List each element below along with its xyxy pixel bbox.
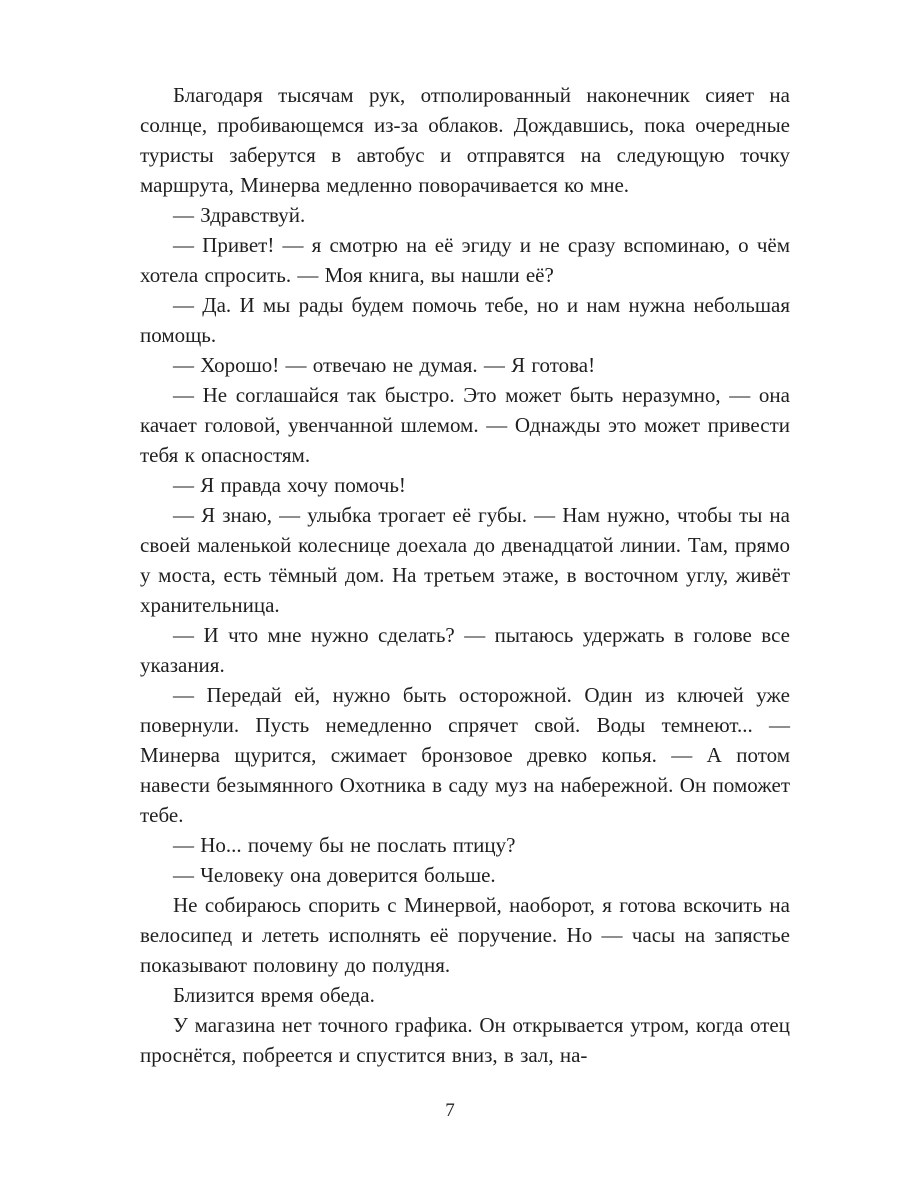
paragraph: — Я знаю, — улыбка трогает её губы. — Нам нужно, чтобы ты на своей маленькой колеснице доехала до двенадцатой линии. Там, прямо у моста, есть тёмный дом. На третьем этаже, в восточном углу, живёт хранительница. (140, 503, 790, 617)
paragraph: — Привет! — я смотрю на её эгиду и не сразу вспоминаю, о чём хотела спросить. — Моя книга, вы нашли её? (140, 233, 790, 287)
paragraph: — И что мне нужно сделать? — пытаюсь удержать в голове все указания. (140, 623, 790, 677)
paragraph: — Здравствуй. (173, 203, 306, 227)
paragraph: — Передай ей, нужно быть осторожной. Один из ключей уже повернули. Пусть немедленно спрячет свой. Воды темнеют... — Минерва щурится, сжимает бронзовое древко копья. — А потом навести безымянного Охотника в саду муз на набережной. Он поможет тебе. (140, 683, 790, 827)
paragraph: — Да. И мы рады будем помочь тебе, но и нам нужна небольшая помощь. (140, 293, 790, 347)
paragraph: Близится время обеда. (173, 983, 375, 1007)
paragraph: — Человеку она доверится больше. (173, 863, 496, 887)
paragraph: — Хорошо! — отвечаю не думая. — Я готова! (173, 353, 596, 377)
paragraph: — Не соглашайся так быстро. Это может быть неразумно, — она качает головой, увенчанной шлемом. — Однажды это может привести тебя к опасностям. (140, 383, 790, 467)
paragraph: Не собираюсь спорить с Минервой, наоборот, я готова вскочить на велосипед и лететь исполнять её поручение. Но — часы на запястье показывают половину до полудня. (140, 893, 790, 977)
paragraph: — Я правда хочу помочь! (173, 473, 406, 497)
paragraph: Благодаря тысячам рук, отполированный наконечник сияет на солнце, пробивающемся из-за облаков. Дождавшись, пока очередные туристы заберутся в автобус и отправятся на следующую точку маршрута, Минерва медленно поворачивается ко мне. (140, 83, 790, 197)
page-text (140, 80, 790, 1070)
page-number: 7 (445, 1100, 455, 1121)
paragraph: У магазина нет точного графика. Он открывается утром, когда отец проснётся, побреется и спустится вниз, в зал, на- (140, 1013, 790, 1067)
paragraph: — Но... почему бы не послать птицу? (173, 833, 516, 857)
